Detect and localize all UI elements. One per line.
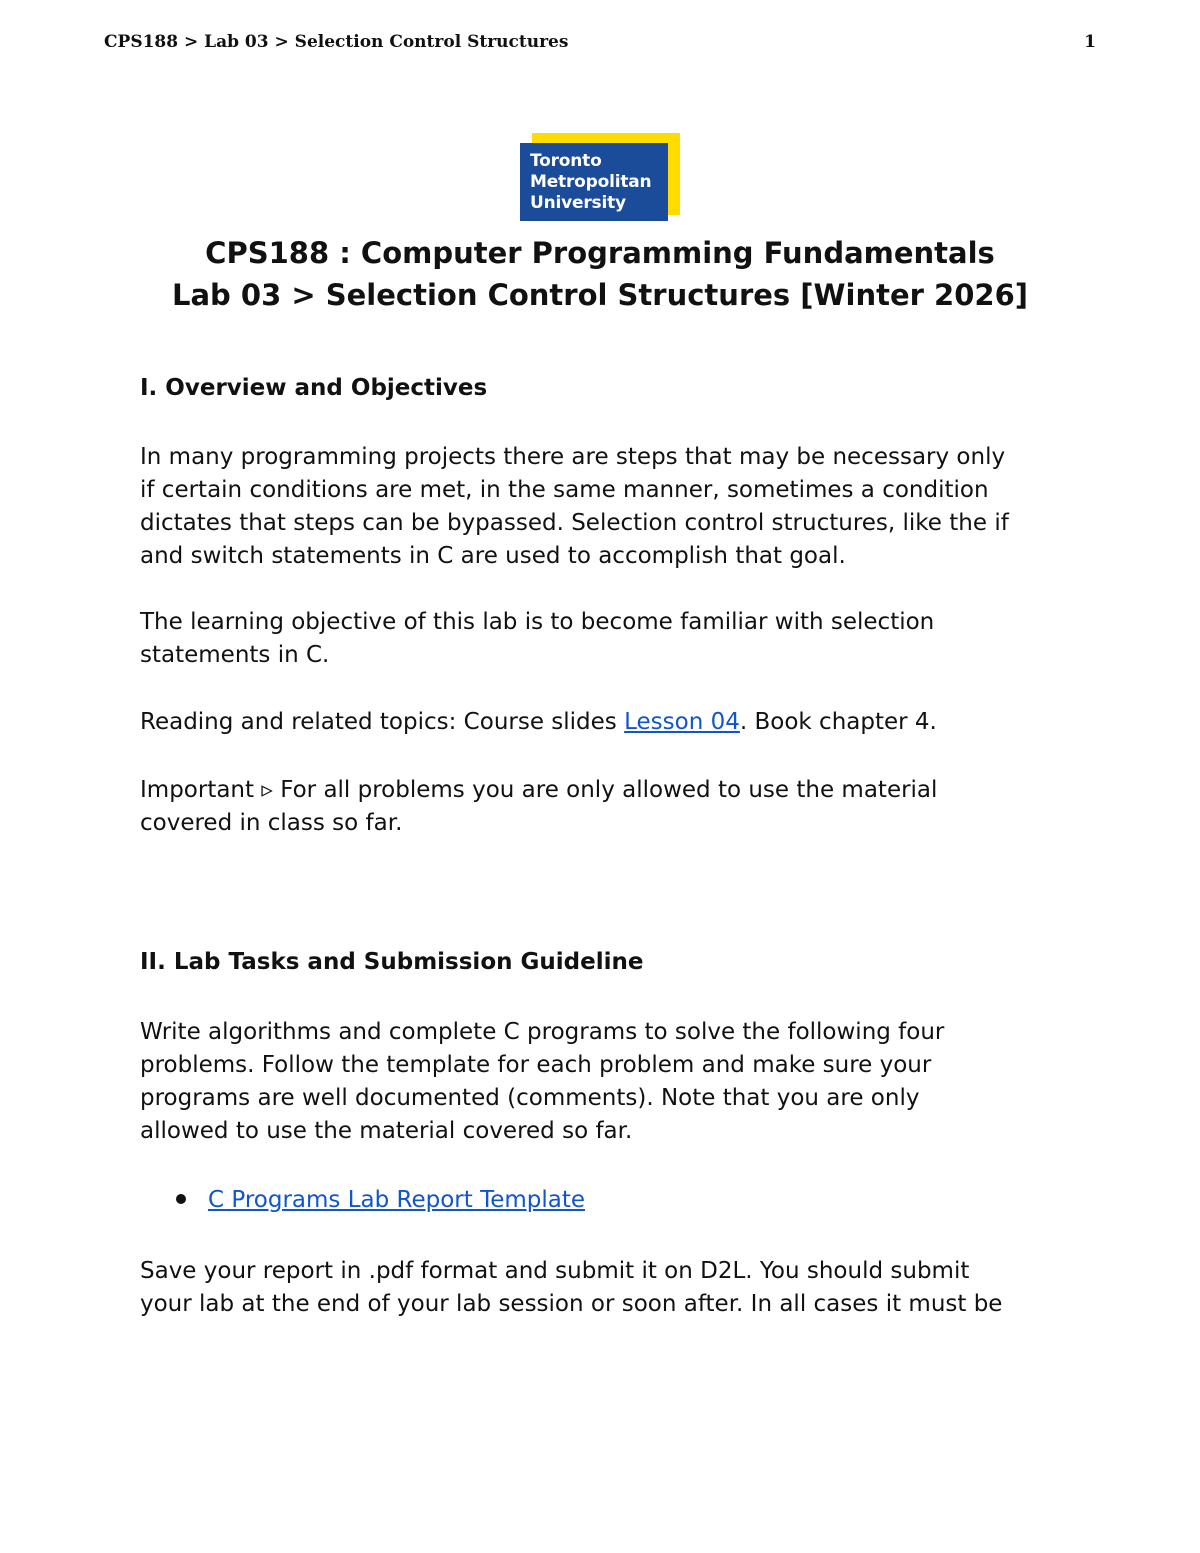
running-header-title: CPS188 > Lab 03 > Selection Control Structures [104,32,569,52]
text-line: statements in C. [140,642,330,668]
title-lab: Lab 03 > Selection Control Structures [Winter 2026] [172,278,1028,312]
text-line: In many programming projects there are steps that may be necessary only [140,444,1006,470]
text-line [140,706,1080,739]
lab-report-template-link[interactable]: C Programs Lab Report Template [208,1187,586,1213]
page-number: 1 [1084,32,1096,52]
text-line: if certain conditions are met, in the same manner, sometimes a condition [140,477,989,503]
important-note [140,774,1080,840]
text-line: your lab at the end of your lab session or soon after. In all cases it must be [140,1291,1003,1317]
text-line: Write algorithms and complete C programs to solve the following four [140,1019,945,1045]
university-logo [520,133,680,223]
section-heading-lab-tasks: II. Lab Tasks and Submission Guideline [140,949,644,975]
text-line: allowed to use the material covered so far. [140,1118,633,1144]
title-course: CPS188 : Computer Programming Fundamentals [205,236,995,270]
objective-paragraph [140,606,1080,672]
reading-paragraph [140,706,1080,739]
text-line: dictates that steps can be bypassed. Selection control structures, like the if [140,510,1009,536]
logo-text-toronto: Toronto [530,151,602,171]
document-title [0,232,1200,316]
bullet-icon [176,1194,186,1204]
text-line: and switch statements in C are used to accomplish that goal. [140,543,846,569]
text-line: programs are well documented (comments). Note that you are only [140,1085,920,1111]
lesson-04-link[interactable]: Lesson 04 [624,709,740,735]
text-line: The learning objective of this lab is to become familiar with selection [140,609,935,635]
overview-paragraph [140,441,1080,573]
submission-paragraph [140,1255,1080,1321]
reading-suffix: . Book chapter 4. [739,709,937,735]
tasks-paragraph [140,1016,1080,1148]
text-line: problems. Follow the template for each problem and make sure your [140,1052,932,1078]
text-line: covered in class so far. [140,810,403,836]
list-item [176,1184,585,1217]
reading-prefix: Reading and related topics: Course slides [140,709,625,735]
logo-text-university: University [530,193,626,213]
text-line: Save your report in .pdf format and submit it on D2L. You should submit [140,1258,970,1284]
text-line: Important ▹ For all problems you are only allowed to use the material [140,777,938,803]
running-header [104,32,1096,58]
section-heading-overview: I. Overview and Objectives [140,375,488,401]
logo-text-metropolitan: Metropolitan [530,172,652,192]
